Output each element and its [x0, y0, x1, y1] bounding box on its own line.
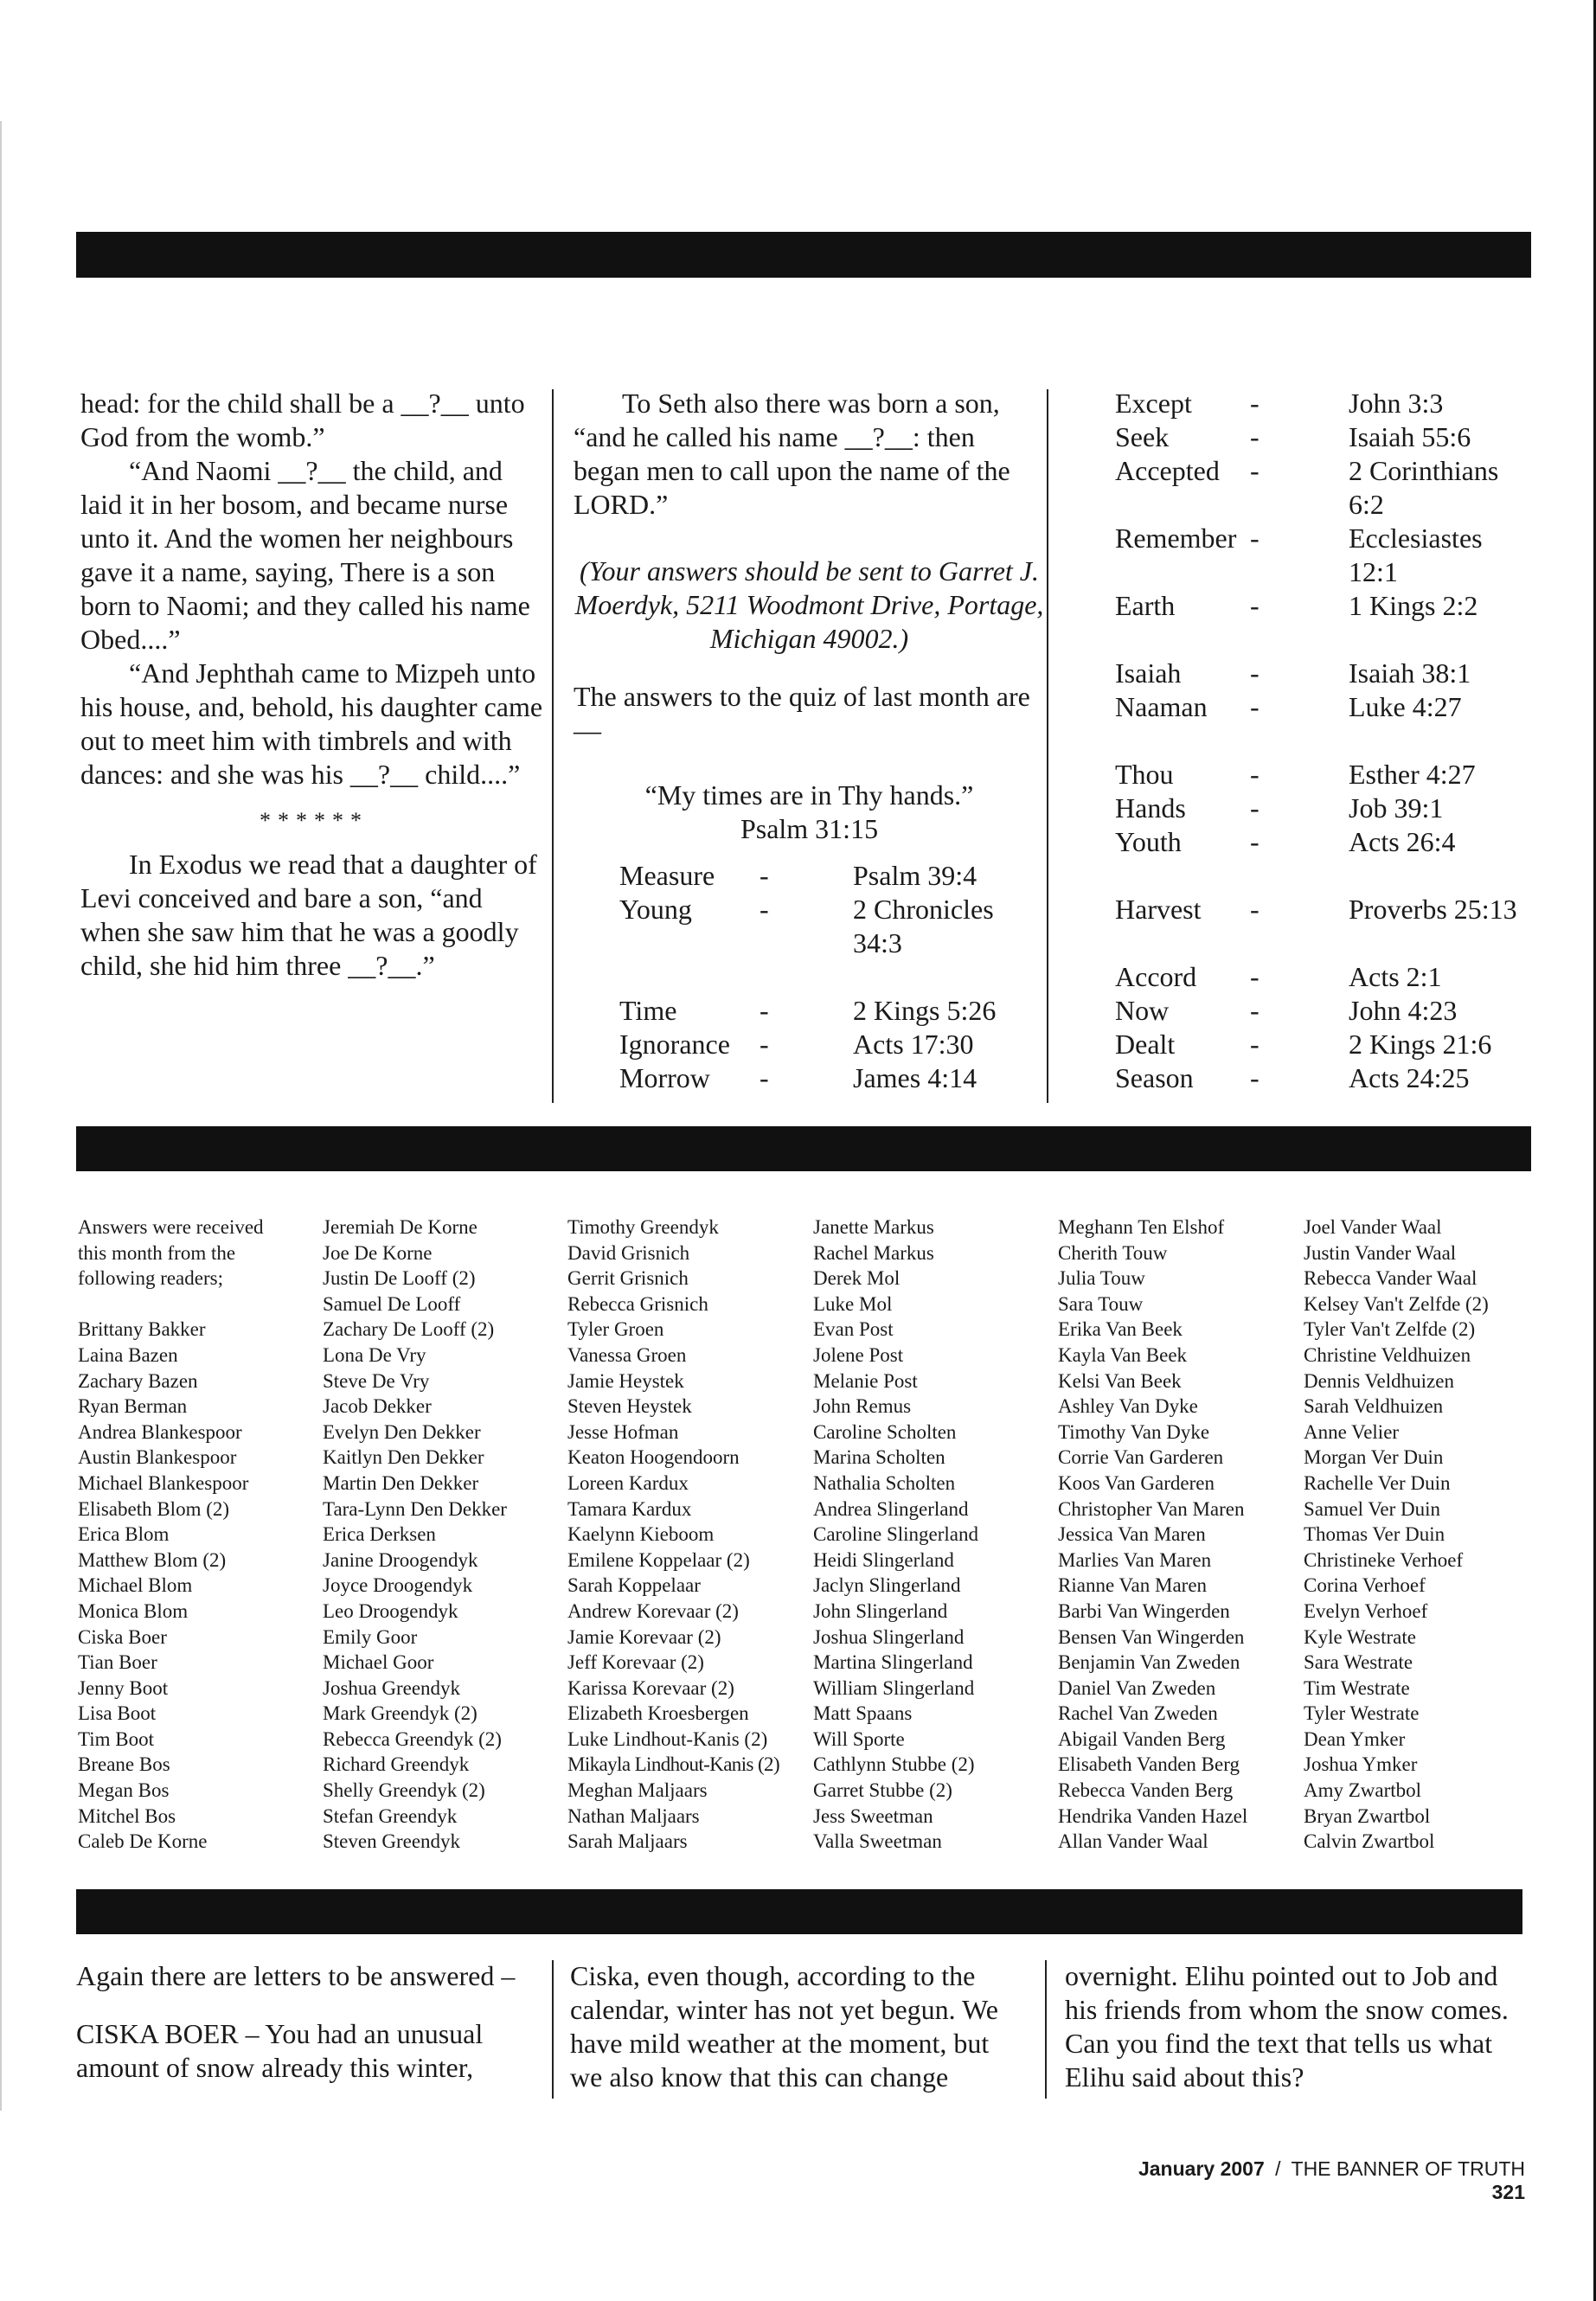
- page-edge-shadow: [0, 121, 2, 2111]
- quiz-paragraph-4: In Exodus we read that a daughter of Levi conceived and bare a son, “and when she saw him that he was a goodly child, she hid him three __?__.”: [80, 849, 537, 981]
- answer-word: Accepted: [1115, 455, 1220, 486]
- reader-name: Joyce Droogendyk: [323, 1574, 473, 1597]
- reader-name: Joshua Slingerland: [813, 1625, 965, 1648]
- reader-name: Tim Westrate: [1304, 1676, 1410, 1699]
- reader-line: Answers were received: [78, 1216, 264, 1238]
- reader-name: Timothy Greendyk: [567, 1216, 719, 1238]
- answer-dash: -: [1250, 961, 1259, 992]
- answer-word: Season: [1115, 1062, 1194, 1093]
- reader-name: Jeff Korevaar (2): [567, 1651, 704, 1674]
- reader-name: Shelly Greendyk (2): [323, 1779, 485, 1802]
- answer-reference: Proverbs 25:13: [1349, 894, 1517, 925]
- reader-name: Jeremiah De Korne: [323, 1216, 478, 1238]
- answer-dash: -: [1250, 759, 1259, 790]
- reader-name: Mikayla Lindhout-Kanis (2): [567, 1753, 780, 1776]
- reader-name: John Remus: [813, 1395, 912, 1418]
- answer-table-col2: [619, 859, 1035, 1101]
- reader-name: Lona De Vry: [323, 1343, 426, 1366]
- reader-name: Allan Vander Waal: [1058, 1830, 1208, 1853]
- reader-name: Jessica Van Maren: [1058, 1523, 1206, 1546]
- reader-name: Valla Sweetman: [813, 1830, 942, 1853]
- readers-column-2: [323, 1215, 561, 1855]
- reader-name: Sara Touw: [1058, 1292, 1144, 1315]
- answer-reference: Esther 4:27: [1349, 759, 1476, 790]
- answer-dash: -: [1250, 894, 1259, 925]
- reader-name: Ciska Boer: [78, 1625, 167, 1648]
- answer-reference: 2 Chronicles 34:3: [853, 894, 994, 958]
- letter-reply-end: overnight. Elihu pointed out to Job and his friends from whom the snow comes. Can you find the text that tells us what Elihu said about this?: [1065, 1960, 1509, 2093]
- reader-name: Daniel Van Zweden: [1058, 1676, 1216, 1699]
- letter-reply-continued: Ciska, even though, according to the calendar, winter has not yet begun. We have mild weather at the moment, but we also know that this can change: [570, 1960, 998, 2093]
- reader-line: following readers;: [78, 1267, 223, 1290]
- reader-name: Sara Westrate: [1304, 1651, 1413, 1674]
- reader-name: Barbi Van Wingerden: [1058, 1599, 1230, 1622]
- reader-name: Caroline Scholten: [813, 1420, 957, 1443]
- answer-reference: 1 Kings 2:2: [1349, 590, 1478, 621]
- readers-column-1: [78, 1215, 316, 1855]
- reader-name: Tamara Kardux: [567, 1497, 692, 1520]
- reader-name: Loreen Kardux: [567, 1471, 689, 1494]
- quiz-column-1: [80, 387, 548, 983]
- reader-name: Jolene Post: [813, 1343, 904, 1366]
- answer-reference: Ecclesiastes 12:1: [1349, 522, 1483, 587]
- letters-column-1: [76, 1959, 539, 2085]
- reader-name: Morgan Ver Duin: [1304, 1446, 1444, 1469]
- answer-word: Harvest: [1115, 894, 1202, 925]
- quiz-paragraph-2: “And Naomi __?__ the child, and laid it in her bosom, and became nurse unto it. And the women her neighbours gave it a name, saying, There is a son born to Naomi; and they called his name Obed....”: [80, 455, 530, 655]
- reader-name: Monica Blom: [78, 1599, 189, 1622]
- answer-word: Except: [1115, 388, 1192, 419]
- answer-dash: -: [760, 1062, 769, 1093]
- reader-name: Kelsey Van't Zelfde (2): [1304, 1292, 1489, 1315]
- reader-name: Joshua Ymker: [1304, 1753, 1418, 1776]
- answer-reference: Job 39:1: [1349, 792, 1444, 824]
- reader-name: Richard Greendyk: [323, 1753, 470, 1776]
- answer-dash: -: [1250, 657, 1259, 689]
- column-rule-3: [552, 1960, 554, 2099]
- answer-dash: -: [1250, 421, 1259, 452]
- reader-name: Justin De Looff (2): [323, 1267, 476, 1290]
- letters-intro: Again there are letters to be answered –: [76, 1960, 516, 1991]
- answer-dash: -: [760, 1029, 769, 1060]
- answer-reference: James 4:14: [853, 1062, 977, 1093]
- reader-name: Andrew Korevaar (2): [567, 1599, 739, 1622]
- answer-reference: 2 Corinthians 6:2: [1349, 455, 1499, 520]
- reader-name: Luke Mol: [813, 1292, 893, 1315]
- reader-name: Meghann Ten Elshof: [1058, 1216, 1225, 1238]
- reader-name: Sarah Maljaars: [567, 1830, 688, 1853]
- answer-reference: Acts 2:1: [1349, 961, 1442, 992]
- answer-reference: 2 Kings 21:6: [1349, 1029, 1492, 1060]
- reader-name: Bryan Zwartbol: [1304, 1804, 1431, 1827]
- reader-name: Joshua Greendyk: [323, 1676, 461, 1699]
- reader-name: Megan Bos: [78, 1779, 170, 1802]
- reader-name: Rebecca Vanden Berg: [1058, 1779, 1234, 1802]
- reader-name: Rebecca Vander Waal: [1304, 1267, 1477, 1290]
- reader-name: Kaelynn Kieboom: [567, 1523, 715, 1546]
- answer-word: Seek: [1115, 421, 1170, 452]
- reader-name: Rebecca Greendyk (2): [323, 1727, 502, 1750]
- reader-name: Bensen Van Wingerden: [1058, 1625, 1245, 1648]
- answer-dash: -: [760, 995, 769, 1026]
- reader-name: Rachelle Ver Duin: [1304, 1471, 1451, 1494]
- reader-name: Corrie Van Garderen: [1058, 1446, 1224, 1469]
- reader-name: Nathan Maljaars: [567, 1804, 700, 1827]
- reader-name: Calvin Zwartbol: [1304, 1830, 1435, 1853]
- answer-reference: 2 Kings 5:26: [853, 995, 997, 1026]
- answer-word: Now: [1115, 995, 1170, 1026]
- reader-name: Erica Derksen: [323, 1523, 436, 1546]
- reader-name: Derek Mol: [813, 1267, 901, 1290]
- answers-intro: The answers to the quiz of last month are—: [574, 681, 1030, 746]
- answer-word: Dealt: [1115, 1029, 1176, 1060]
- answer-word: Young: [619, 894, 692, 925]
- reader-name: Matt Spaans: [813, 1702, 913, 1725]
- reader-name: Cherith Touw: [1058, 1241, 1168, 1264]
- reader-name: Samuel De Looff: [323, 1292, 461, 1315]
- reader-name: Vanessa Groen: [567, 1343, 687, 1366]
- reader-name: Janine Droogendyk: [323, 1548, 478, 1571]
- reader-name: Ashley Van Dyke: [1058, 1395, 1198, 1418]
- reader-name: John Slingerland: [813, 1599, 948, 1622]
- footer-publication: THE BANNER OF TRUTH: [1291, 2157, 1525, 2180]
- reader-name: Steven Greendyk: [323, 1830, 461, 1853]
- readers-column-3: [567, 1215, 810, 1855]
- reader-name: Kaitlyn Den Dekker: [323, 1446, 484, 1469]
- reader-name: Hendrika Vanden Hazel: [1058, 1804, 1248, 1827]
- answer-word: Youth: [1115, 826, 1182, 857]
- answer-word: Time: [619, 995, 677, 1026]
- reader-name: Julia Touw: [1058, 1267, 1145, 1290]
- reader-name: Ryan Berman: [78, 1395, 188, 1418]
- readers-column-5: [1058, 1215, 1300, 1855]
- reader-name: Jamie Korevaar (2): [567, 1625, 721, 1648]
- readers-column-6: [1304, 1215, 1542, 1855]
- reader-name: Rianne Van Maren: [1058, 1574, 1208, 1597]
- quiz-column-2: [574, 387, 1045, 846]
- answer-dash: -: [1250, 792, 1259, 824]
- reader-name: Evelyn Den Dekker: [323, 1420, 481, 1443]
- reader-name: Austin Blankespoor: [78, 1446, 237, 1469]
- answer-dash: -: [1250, 522, 1259, 554]
- answer-dash: -: [760, 894, 769, 925]
- reader-name: Sarah Koppelaar: [567, 1574, 701, 1597]
- reader-name: Benjamin Van Zweden: [1058, 1651, 1240, 1674]
- reader-name: Evan Post: [813, 1318, 894, 1341]
- reader-name: Kayla Van Beek: [1058, 1343, 1188, 1366]
- reader-name: Zachary De Looff (2): [323, 1318, 495, 1341]
- reader-name: Tara-Lynn Den Dekker: [323, 1497, 507, 1520]
- answer-verse-reference: Psalm 31:15: [740, 813, 879, 844]
- letters-column-3: [1065, 1959, 1536, 2094]
- reader-name: Andrea Slingerland: [813, 1497, 969, 1520]
- reader-name: Erica Blom: [78, 1523, 170, 1546]
- answer-verse: “My times are in Thy hands.”: [644, 779, 974, 811]
- reader-name: Kelsi Van Beek: [1058, 1369, 1182, 1392]
- reader-name: Amy Zwartbol: [1304, 1779, 1422, 1802]
- reader-name: Jenny Boot: [78, 1676, 169, 1699]
- reader-name: Lisa Boot: [78, 1702, 157, 1725]
- answer-dash: -: [1250, 590, 1259, 621]
- reader-name: Garret Stubbe (2): [813, 1779, 952, 1802]
- answer-word: Isaiah: [1115, 657, 1182, 689]
- reader-name: Marlies Van Maren: [1058, 1548, 1212, 1571]
- reader-name: Rebecca Grisnich: [567, 1292, 708, 1315]
- reader-name: Koos Van Garderen: [1058, 1471, 1215, 1494]
- reader-name: Janette Markus: [813, 1216, 934, 1238]
- reader-name: Nathalia Scholten: [813, 1471, 956, 1494]
- reader-name: Jesse Hofman: [567, 1420, 679, 1443]
- reader-name: Heidi Slingerland: [813, 1548, 954, 1571]
- reader-name: Emily Goor: [323, 1625, 418, 1648]
- reader-name: Jamie Heystek: [567, 1369, 684, 1392]
- answer-reference: Acts 26:4: [1349, 826, 1456, 857]
- reader-name: Justin Vander Waal: [1304, 1241, 1457, 1264]
- reader-name: Steven Heystek: [567, 1395, 692, 1418]
- reader-name: Joel Vander Waal: [1304, 1216, 1442, 1238]
- reader-name: Breane Bos: [78, 1753, 170, 1776]
- reader-name: Mitchel Bos: [78, 1804, 176, 1827]
- column-rule-2: [1047, 389, 1048, 1103]
- reader-name: Caleb De Korne: [78, 1830, 208, 1853]
- reader-name: Anne Velier: [1304, 1420, 1400, 1443]
- answer-reference: John 4:23: [1349, 995, 1458, 1026]
- reader-name: Rachel Van Zweden: [1058, 1702, 1218, 1725]
- answer-reference: Psalm 39:4: [853, 860, 977, 891]
- reader-name: Christopher Van Maren: [1058, 1497, 1245, 1520]
- reader-name: Thomas Ver Duin: [1304, 1523, 1445, 1546]
- reader-name: Samuel Ver Duin: [1304, 1497, 1441, 1520]
- reader-name: Andrea Blankespoor: [78, 1420, 242, 1443]
- reader-name: Elisabeth Vanden Berg: [1058, 1753, 1240, 1776]
- answer-dash: -: [1250, 455, 1259, 486]
- reader-name: Michael Blankespoor: [78, 1471, 249, 1494]
- answer-word: Remember: [1115, 522, 1237, 554]
- answer-reference: Isaiah 38:1: [1349, 657, 1471, 689]
- reader-name: Christine Veldhuizen: [1304, 1343, 1471, 1366]
- reader-name: Gerrit Grisnich: [567, 1267, 689, 1290]
- submission-address: (Your answers should be sent to Garret J. Moerdyk, 5211 Woodmont Drive, Portage, Michigan 49002.): [574, 555, 1044, 654]
- reader-name: Jacob Dekker: [323, 1395, 432, 1418]
- reader-name: Jaclyn Slingerland: [813, 1574, 961, 1597]
- reader-name: Martin Den Dekker: [323, 1471, 479, 1494]
- reader-spacer: [78, 1292, 316, 1317]
- reader-name: Tyler Van't Zelfde (2): [1304, 1318, 1476, 1341]
- answer-word: Accord: [1115, 961, 1197, 992]
- reader-name: Leo Droogendyk: [323, 1599, 458, 1622]
- reader-name: Joe De Korne: [323, 1241, 433, 1264]
- reader-name: Brittany Bakker: [78, 1318, 206, 1341]
- reader-name: Erika Van Beek: [1058, 1318, 1183, 1341]
- answer-dash: -: [1250, 1062, 1259, 1093]
- reader-name: Luke Lindhout-Kanis (2): [567, 1727, 768, 1750]
- answer-reference: Acts 17:30: [853, 1029, 974, 1060]
- reader-name: Melanie Post: [813, 1369, 918, 1392]
- quiz-paragraph-1: head: for the child shall be a __?__ unto God from the womb.”: [80, 388, 525, 452]
- reader-name: Elizabeth Kroesbergen: [567, 1702, 749, 1725]
- column-rule-4: [1045, 1960, 1047, 2099]
- reader-name: Meghan Maljaars: [567, 1779, 708, 1802]
- answer-word: Ignorance: [619, 1029, 730, 1060]
- readers-column-4: [813, 1215, 1051, 1855]
- reader-name: Mark Greendyk (2): [323, 1702, 478, 1725]
- reader-name: Evelyn Verhoef: [1304, 1599, 1428, 1622]
- quiz-paragraph-3: “And Jephthah came to Mizpeh unto his house, and, behold, his daughter came out to meet him with timbrels and with dances: and she was his __?__ child....”: [80, 657, 543, 790]
- reader-name: Sarah Veldhuizen: [1304, 1395, 1444, 1418]
- quiz-paragraph-5: To Seth also there was born a son, “and he called his name __?__: then began men to call upon the name of the LORD.”: [574, 388, 1010, 520]
- reader-name: Steve De Vry: [323, 1369, 430, 1392]
- top-header-bar: [76, 232, 1531, 278]
- section-divider-stars: ******: [260, 808, 369, 833]
- answer-dash: -: [760, 860, 769, 891]
- reader-name: Kyle Westrate: [1304, 1625, 1416, 1648]
- reader-name: Karissa Korevaar (2): [567, 1676, 734, 1699]
- reader-name: William Slingerland: [813, 1676, 975, 1699]
- answer-dash: -: [1250, 691, 1259, 722]
- reader-name: Timothy Van Dyke: [1058, 1420, 1210, 1443]
- reader-name: Marina Scholten: [813, 1446, 945, 1469]
- answer-dash: -: [1250, 388, 1259, 419]
- footer-page-number: 321: [1491, 2181, 1525, 2203]
- reader-name: Michael Blom: [78, 1574, 193, 1597]
- answer-word: Hands: [1115, 792, 1186, 824]
- reader-line: this month from the: [78, 1241, 236, 1264]
- reader-name: Keaton Hoogendoorn: [567, 1446, 740, 1469]
- reader-name: Stefan Greendyk: [323, 1804, 458, 1827]
- reader-name: Tyler Groen: [567, 1318, 664, 1341]
- reader-name: Christineke Verhoef: [1304, 1548, 1464, 1571]
- reader-name: Rachel Markus: [813, 1241, 934, 1264]
- answer-reference: Luke 4:27: [1349, 691, 1462, 722]
- reader-name: Abigail Vanden Berg: [1058, 1727, 1226, 1750]
- reader-name: Will Sporte: [813, 1727, 905, 1750]
- reader-name: Tian Boer: [78, 1651, 157, 1674]
- reader-name: Michael Goor: [323, 1651, 434, 1674]
- reader-name: Laina Bazen: [78, 1343, 178, 1366]
- reader-name: Zachary Bazen: [78, 1369, 198, 1392]
- column-rule-1: [552, 389, 554, 1103]
- answer-word: Morrow: [619, 1062, 710, 1093]
- answer-word: Naaman: [1115, 691, 1208, 722]
- readers-header-bar: [76, 1126, 1531, 1171]
- footer-separator: /: [1275, 2157, 1281, 2180]
- footer-date: January 2007: [1138, 2157, 1265, 2180]
- reader-name: Caroline Slingerland: [813, 1523, 978, 1546]
- answer-word: Measure: [619, 860, 715, 891]
- page-footer: [1110, 2157, 1525, 2204]
- reader-name: Tim Boot: [78, 1727, 155, 1750]
- letter-reply-ciska: CISKA BOER – You had an unusual amount of snow already this winter,: [76, 2018, 484, 2083]
- answer-reference: John 3:3: [1349, 388, 1444, 419]
- reader-name: Martina Slingerland: [813, 1651, 973, 1674]
- reader-name: Tyler Westrate: [1304, 1702, 1420, 1725]
- letters-column-2: [570, 1959, 1024, 2094]
- answer-word: Thou: [1115, 759, 1174, 790]
- reader-name: Dean Ymker: [1304, 1727, 1406, 1750]
- answer-reference: Acts 24:25: [1349, 1062, 1470, 1093]
- reader-name: David Grisnich: [567, 1241, 690, 1264]
- answer-word: Earth: [1115, 590, 1176, 621]
- answer-dash: -: [1250, 1029, 1259, 1060]
- answer-dash: -: [1250, 826, 1259, 857]
- reader-name: Emilene Koppelaar (2): [567, 1548, 750, 1571]
- letters-header-bar: [76, 1889, 1522, 1934]
- reader-name: Matthew Blom (2): [78, 1548, 227, 1571]
- reader-name: Cathlynn Stubbe (2): [813, 1753, 975, 1776]
- reader-name: Jess Sweetman: [813, 1804, 933, 1827]
- reader-name: Elisabeth Blom (2): [78, 1497, 230, 1520]
- answer-reference: Isaiah 55:6: [1349, 421, 1471, 452]
- answer-dash: -: [1250, 995, 1259, 1026]
- reader-name: Dennis Veldhuizen: [1304, 1369, 1454, 1392]
- reader-name: Corina Verhoef: [1304, 1574, 1426, 1597]
- answer-table-col3: [1115, 387, 1530, 1105]
